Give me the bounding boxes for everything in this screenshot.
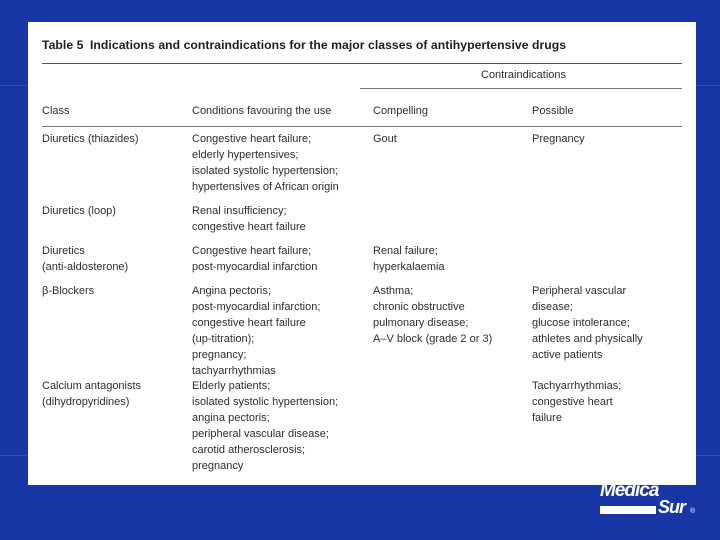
row-2-conditions-line: Renal insufficiency;	[192, 205, 287, 217]
row-1-conditions-line: isolated systolic hypertension;	[192, 165, 339, 177]
row-5-possible-line: failure	[532, 412, 562, 424]
row-2-conditions-line: congestive heart failure	[192, 221, 306, 233]
logo-registered-mark: ®	[690, 508, 696, 515]
header-possible: Possible	[532, 105, 574, 117]
row-5-possible-line: Tachyarrhythmias;	[532, 380, 622, 392]
row-4-conditions-line: (up-titration);	[192, 333, 255, 345]
row-4-possible-line: athletes and physically	[532, 333, 643, 345]
header-class: Class	[42, 105, 70, 117]
logo-text-line2: Sur	[658, 497, 686, 517]
row-4-compelling-line: Asthma;	[373, 285, 414, 297]
row-4-compelling-line: pulmonary disease;	[373, 317, 469, 329]
title-rule	[42, 63, 682, 64]
row-1-conditions-line: elderly hypertensives;	[192, 149, 299, 161]
row-5-conditions-line: angina pectoris;	[192, 412, 270, 424]
row-4-possible-line: disease;	[532, 301, 573, 313]
row-4-compelling-line: A–V block (grade 2 or 3)	[373, 333, 493, 345]
row-5-conditions-line: peripheral vascular disease;	[192, 428, 329, 440]
row-4-possible-line: Peripheral vascular	[532, 285, 627, 297]
header-conditions: Conditions favouring the use	[192, 105, 332, 117]
row-4-possible-line: glucose intolerance;	[532, 317, 630, 329]
table-title-text: Indications and contraindications for the major classes of antihypertensive drugs	[90, 38, 567, 52]
row-3-compelling-line: Renal failure;	[373, 245, 438, 257]
row-4-possible-line: active patients	[532, 349, 603, 361]
row-5-conditions-line: Elderly patients;	[192, 380, 271, 392]
row-4-class-line: β-Blockers	[42, 285, 95, 297]
row-5-possible-line: congestive heart	[532, 396, 613, 408]
row-3-class-line: (anti-aldosterone)	[42, 261, 129, 273]
row-3-conditions-line: post-myocardial infarction	[192, 261, 318, 273]
row-5-conditions-line: pregnancy	[192, 460, 244, 472]
row-4-conditions-line: tachyarrhythmias	[192, 365, 276, 377]
header-rule	[42, 126, 682, 127]
row-5-conditions-line: isolated systolic hypertension;	[192, 396, 339, 408]
row-4-compelling-line: chronic obstructive	[373, 301, 465, 313]
header-compelling: Compelling	[373, 105, 429, 117]
row-1-compelling-line: Gout	[373, 133, 397, 145]
row-4-conditions-line: congestive heart failure	[192, 317, 306, 329]
logo-bar	[600, 506, 656, 514]
contraindications-underline	[360, 88, 682, 89]
row-1-possible-line: Pregnancy	[532, 133, 585, 145]
row-1-class-line: Diuretics (thiazides)	[42, 133, 139, 145]
row-3-compelling-line: hyperkalaemia	[373, 261, 445, 273]
contraindications-header: Contraindications	[481, 69, 566, 81]
row-2-class-line: Diuretics (loop)	[42, 205, 116, 217]
row-5-class-line: (dihydropyridines)	[42, 396, 130, 408]
row-5-conditions-line: carotid atherosclerosis;	[192, 444, 306, 456]
row-1-conditions-line: hypertensives of African origin	[192, 181, 339, 193]
row-3-conditions-line: Congestive heart failure;	[192, 245, 312, 257]
row-1-conditions-line: Congestive heart failure;	[192, 133, 312, 145]
table-card	[28, 22, 696, 485]
row-4-conditions-line: pregnancy;	[192, 349, 247, 361]
row-4-conditions-line: Angina pectoris;	[192, 285, 271, 297]
table-number: Table 5	[42, 38, 84, 52]
row-4-conditions-line: post-myocardial infarction;	[192, 301, 321, 313]
medica-sur-logo	[600, 480, 700, 520]
logo-text-line1: Medica	[600, 480, 659, 501]
row-3-class-line: Diuretics	[42, 245, 85, 257]
table-title	[42, 38, 682, 52]
row-5-class-line: Calcium antagonists	[42, 380, 142, 392]
